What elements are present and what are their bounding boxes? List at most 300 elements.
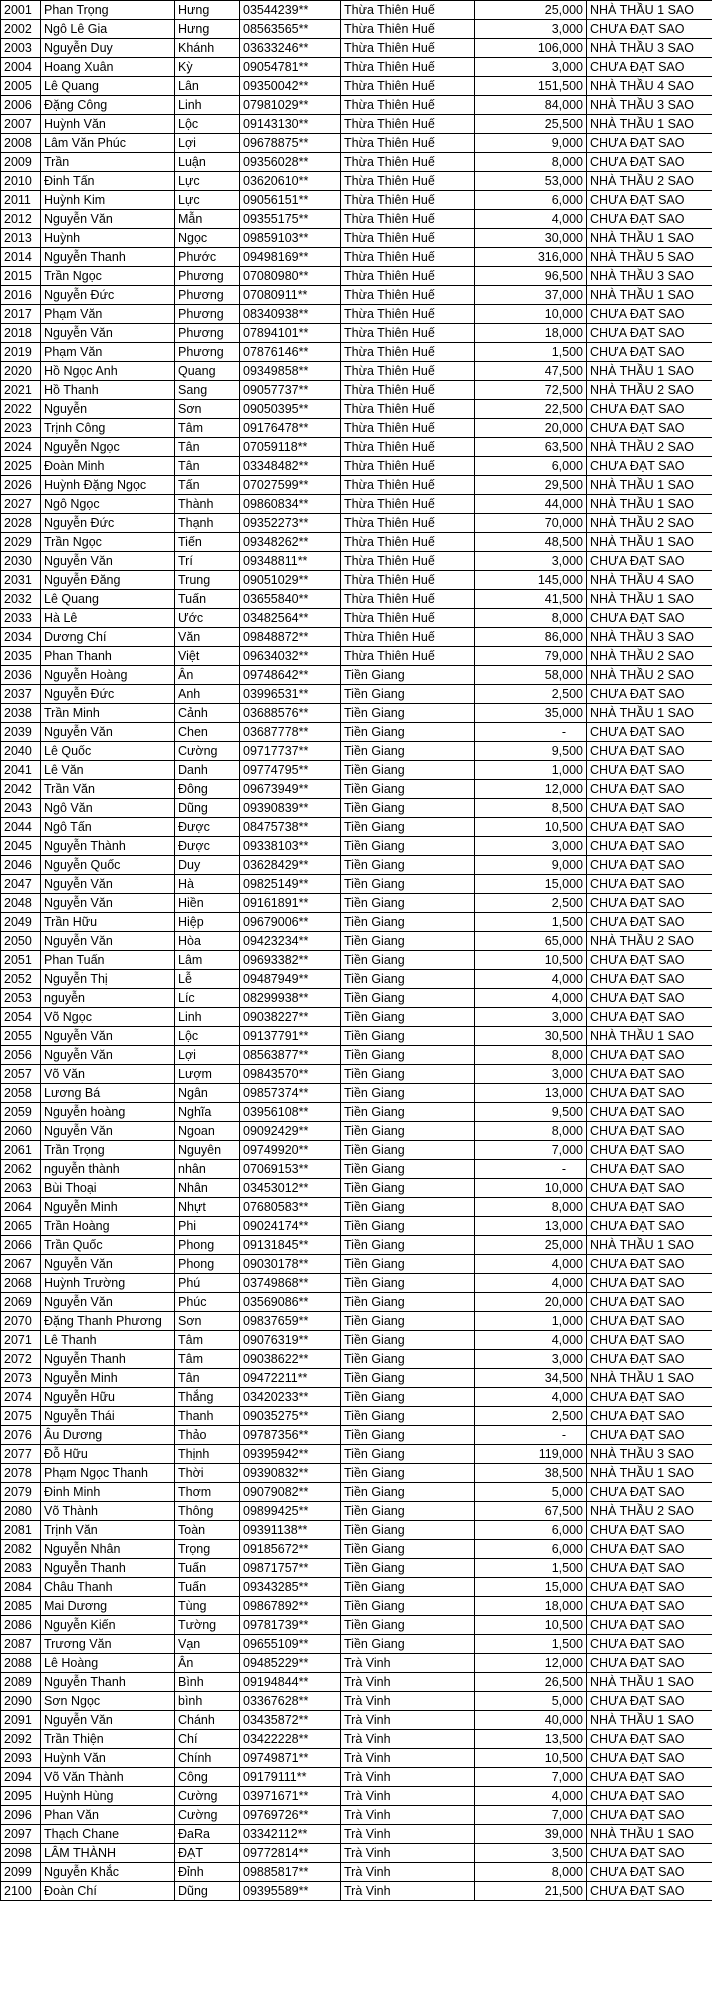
cell-row-number: 2012 — [1, 210, 41, 229]
cell-phone-number: 09024174** — [240, 1217, 341, 1236]
cell-first-name: Linh — [175, 96, 240, 115]
cell-amount: 4,000 — [475, 1274, 587, 1293]
cell-amount: 72,500 — [475, 381, 587, 400]
cell-row-number: 2007 — [1, 115, 41, 134]
cell-first-name: Thanh — [175, 1407, 240, 1426]
cell-rank: CHƯA ĐẠT SAO — [587, 1806, 712, 1825]
cell-rank: CHƯA ĐẠT SAO — [587, 1426, 712, 1445]
cell-last-middle-name: Thạch Chane — [41, 1825, 175, 1844]
cell-row-number: 2059 — [1, 1103, 41, 1122]
cell-amount: 15,000 — [475, 1578, 587, 1597]
table-row — [1, 1787, 712, 1806]
cell-phone-number: 07059118** — [240, 438, 341, 457]
cell-row-number: 2002 — [1, 20, 41, 39]
table-row — [1, 1578, 712, 1597]
cell-phone-number: 09050395** — [240, 400, 341, 419]
cell-rank: CHƯA ĐẠT SAO — [587, 1407, 712, 1426]
cell-row-number: 2075 — [1, 1407, 41, 1426]
cell-row-number: 2033 — [1, 609, 41, 628]
cell-last-middle-name: Lê Quang — [41, 590, 175, 609]
cell-rank: NHÀ THẦU 3 SAO — [587, 267, 712, 286]
cell-rank: CHƯA ĐẠT SAO — [587, 1141, 712, 1160]
cell-amount: 1,500 — [475, 1559, 587, 1578]
cell-last-middle-name: Nguyễn Duy — [41, 39, 175, 58]
cell-amount: 1,500 — [475, 343, 587, 362]
cell-province: Tiền Giang — [341, 1274, 475, 1293]
table-row — [1, 1388, 712, 1407]
cell-rank: CHƯA ĐẠT SAO — [587, 1388, 712, 1407]
cell-province: Thừa Thiên Huế — [341, 191, 475, 210]
cell-first-name: Ân — [175, 1654, 240, 1673]
cell-last-middle-name: Âu Dương — [41, 1426, 175, 1445]
cell-province: Thừa Thiên Huế — [341, 305, 475, 324]
cell-row-number: 2074 — [1, 1388, 41, 1407]
cell-last-middle-name: Nguyễn Ngọc — [41, 438, 175, 457]
cell-province: Tiền Giang — [341, 894, 475, 913]
table-row — [1, 818, 712, 837]
cell-first-name: Tường — [175, 1616, 240, 1635]
cell-first-name: nhân — [175, 1160, 240, 1179]
cell-last-middle-name: Nguyễn Khắc — [41, 1863, 175, 1882]
table-row — [1, 875, 712, 894]
table-row — [1, 1502, 712, 1521]
cell-last-middle-name: Trần Ngọc — [41, 533, 175, 552]
table-row — [1, 1426, 712, 1445]
cell-last-middle-name: Võ Ngọc — [41, 1008, 175, 1027]
cell-phone-number: 07080911** — [240, 286, 341, 305]
cell-phone-number: 09885817** — [240, 1863, 341, 1882]
table-row — [1, 1863, 712, 1882]
cell-last-middle-name: Trần Quốc — [41, 1236, 175, 1255]
cell-row-number: 2100 — [1, 1882, 41, 1901]
cell-province: Trà Vinh — [341, 1692, 475, 1711]
cell-phone-number: 03956108** — [240, 1103, 341, 1122]
cell-amount: 79,000 — [475, 647, 587, 666]
cell-phone-number: 09137791** — [240, 1027, 341, 1046]
cell-last-middle-name: Trần Ngọc — [41, 267, 175, 286]
cell-amount: 119,000 — [475, 1445, 587, 1464]
cell-row-number: 2053 — [1, 989, 41, 1008]
cell-phone-number: 07981029** — [240, 96, 341, 115]
cell-rank: NHÀ THẦU 1 SAO — [587, 590, 712, 609]
cell-last-middle-name: Huỳnh — [41, 229, 175, 248]
cell-rank: CHƯA ĐẠT SAO — [587, 20, 712, 39]
cell-phone-number: 09859103** — [240, 229, 341, 248]
cell-last-middle-name: Dương Chí — [41, 628, 175, 647]
cell-province: Tiền Giang — [341, 1559, 475, 1578]
cell-phone-number: 09693382** — [240, 951, 341, 970]
cell-last-middle-name: Nguyễn Hoàng — [41, 666, 175, 685]
table-row — [1, 381, 712, 400]
cell-rank: CHƯA ĐẠT SAO — [587, 1578, 712, 1597]
cell-amount: 13,000 — [475, 1217, 587, 1236]
cell-row-number: 2097 — [1, 1825, 41, 1844]
cell-phone-number: 09348262** — [240, 533, 341, 552]
cell-rank: NHÀ THẦU 1 SAO — [587, 362, 712, 381]
cell-row-number: 2085 — [1, 1597, 41, 1616]
cell-amount: 25,000 — [475, 1, 587, 20]
cell-amount: 2,500 — [475, 685, 587, 704]
cell-rank: NHÀ THẦU 1 SAO — [587, 1825, 712, 1844]
cell-last-middle-name: Hoang Xuân — [41, 58, 175, 77]
table-row — [1, 438, 712, 457]
cell-last-middle-name: Nguyễn Văn — [41, 932, 175, 951]
cell-rank: CHƯA ĐẠT SAO — [587, 1293, 712, 1312]
cell-rank: CHƯA ĐẠT SAO — [587, 400, 712, 419]
cell-province: Tiền Giang — [341, 1312, 475, 1331]
cell-last-middle-name: Trịnh Công — [41, 419, 175, 438]
cell-row-number: 2024 — [1, 438, 41, 457]
cell-rank: NHÀ THẦU 3 SAO — [587, 96, 712, 115]
cell-first-name: Tân — [175, 438, 240, 457]
cell-province: Tiền Giang — [341, 1578, 475, 1597]
cell-province: Tiền Giang — [341, 1635, 475, 1654]
cell-rank: NHÀ THẦU 1 SAO — [587, 229, 712, 248]
cell-phone-number: 03544239** — [240, 1, 341, 20]
table-row — [1, 1122, 712, 1141]
table-row — [1, 1407, 712, 1426]
cell-amount: 13,000 — [475, 1084, 587, 1103]
cell-row-number: 2052 — [1, 970, 41, 989]
table-row — [1, 476, 712, 495]
cell-phone-number: 07876146** — [240, 343, 341, 362]
table-row — [1, 628, 712, 647]
cell-rank: CHƯA ĐẠT SAO — [587, 970, 712, 989]
cell-amount: 3,000 — [475, 1008, 587, 1027]
cell-last-middle-name: Nguyễn Thanh — [41, 1673, 175, 1692]
cell-rank: CHƯA ĐẠT SAO — [587, 1882, 712, 1901]
table-row — [1, 1293, 712, 1312]
cell-amount: 7,000 — [475, 1141, 587, 1160]
cell-phone-number: 09185672** — [240, 1540, 341, 1559]
cell-first-name: Hòa — [175, 932, 240, 951]
cell-last-middle-name: Đoàn Chí — [41, 1882, 175, 1901]
table-row — [1, 457, 712, 476]
cell-phone-number: 09487949** — [240, 970, 341, 989]
cell-row-number: 2081 — [1, 1521, 41, 1540]
cell-last-middle-name: LÂM THÀNH — [41, 1844, 175, 1863]
table-row — [1, 191, 712, 210]
cell-amount: 3,000 — [475, 1350, 587, 1369]
cell-first-name: Anh — [175, 685, 240, 704]
cell-row-number: 2078 — [1, 1464, 41, 1483]
cell-amount: 1,000 — [475, 1312, 587, 1331]
cell-amount: - — [475, 1426, 587, 1445]
table-row — [1, 1217, 712, 1236]
cell-row-number: 2060 — [1, 1122, 41, 1141]
cell-row-number: 2096 — [1, 1806, 41, 1825]
cell-amount: 2,500 — [475, 894, 587, 913]
cell-last-middle-name: Đinh Tấn — [41, 172, 175, 191]
cell-rank: CHƯA ĐẠT SAO — [587, 419, 712, 438]
cell-amount: 8,000 — [475, 1863, 587, 1882]
cell-province: Tiền Giang — [341, 742, 475, 761]
cell-last-middle-name: Trần Văn — [41, 780, 175, 799]
cell-rank: CHƯA ĐẠT SAO — [587, 1654, 712, 1673]
cell-amount: 2,500 — [475, 1407, 587, 1426]
cell-row-number: 2046 — [1, 856, 41, 875]
cell-amount: 53,000 — [475, 172, 587, 191]
cell-last-middle-name: Nguyễn Thành — [41, 837, 175, 856]
cell-last-middle-name: Nguyễn Văn — [41, 894, 175, 913]
cell-last-middle-name: Phạm Văn — [41, 305, 175, 324]
cell-amount: 37,000 — [475, 286, 587, 305]
cell-row-number: 2076 — [1, 1426, 41, 1445]
cell-row-number: 2048 — [1, 894, 41, 913]
table-row — [1, 647, 712, 666]
cell-phone-number: 09857374** — [240, 1084, 341, 1103]
cell-rank: CHƯA ĐẠT SAO — [587, 1046, 712, 1065]
cell-amount: 20,000 — [475, 419, 587, 438]
cell-rank: CHƯA ĐẠT SAO — [587, 723, 712, 742]
cell-amount: 9,500 — [475, 1103, 587, 1122]
cell-amount: 3,000 — [475, 552, 587, 571]
cell-rank: NHÀ THẦU 3 SAO — [587, 1445, 712, 1464]
cell-row-number: 2020 — [1, 362, 41, 381]
cell-amount: - — [475, 1160, 587, 1179]
cell-phone-number: 03453012** — [240, 1179, 341, 1198]
cell-first-name: Dũng — [175, 799, 240, 818]
table-row — [1, 1008, 712, 1027]
cell-phone-number: 09748642** — [240, 666, 341, 685]
cell-row-number: 2077 — [1, 1445, 41, 1464]
cell-province: Tiền Giang — [341, 1350, 475, 1369]
cell-row-number: 2092 — [1, 1730, 41, 1749]
cell-province: Trà Vinh — [341, 1749, 475, 1768]
table-row — [1, 1730, 712, 1749]
cell-phone-number: 03687778** — [240, 723, 341, 742]
cell-last-middle-name: Nguyễn Đăng — [41, 571, 175, 590]
cell-last-middle-name: Võ Văn — [41, 1065, 175, 1084]
cell-row-number: 2056 — [1, 1046, 41, 1065]
cell-rank: CHƯA ĐẠT SAO — [587, 609, 712, 628]
cell-amount: 5,000 — [475, 1692, 587, 1711]
cell-phone-number: 03420233** — [240, 1388, 341, 1407]
cell-province: Tiền Giang — [341, 780, 475, 799]
cell-province: Tiền Giang — [341, 1293, 475, 1312]
cell-row-number: 2027 — [1, 495, 41, 514]
cell-phone-number: 09843570** — [240, 1065, 341, 1084]
cell-province: Tiền Giang — [341, 1502, 475, 1521]
cell-amount: 25,000 — [475, 1236, 587, 1255]
cell-province: Tiền Giang — [341, 1255, 475, 1274]
cell-phone-number: 09143130** — [240, 115, 341, 134]
cell-last-middle-name: Nguyễn — [41, 400, 175, 419]
cell-rank: CHƯA ĐẠT SAO — [587, 761, 712, 780]
cell-first-name: ĐaRa — [175, 1825, 240, 1844]
cell-last-middle-name: Huỳnh Văn — [41, 1749, 175, 1768]
cell-first-name: Phước — [175, 248, 240, 267]
cell-amount: 1,000 — [475, 761, 587, 780]
cell-row-number: 2084 — [1, 1578, 41, 1597]
cell-row-number: 2019 — [1, 343, 41, 362]
cell-row-number: 2017 — [1, 305, 41, 324]
cell-province: Tiền Giang — [341, 875, 475, 894]
cell-rank: CHƯA ĐẠT SAO — [587, 1559, 712, 1578]
cell-row-number: 2031 — [1, 571, 41, 590]
cell-rank: CHƯA ĐẠT SAO — [587, 1084, 712, 1103]
cell-last-middle-name: Nguyễn Văn — [41, 875, 175, 894]
cell-row-number: 2086 — [1, 1616, 41, 1635]
table-row — [1, 1597, 712, 1616]
cell-row-number: 2063 — [1, 1179, 41, 1198]
table-row — [1, 723, 712, 742]
cell-amount: 4,000 — [475, 1787, 587, 1806]
cell-amount: 58,000 — [475, 666, 587, 685]
cell-province: Tiền Giang — [341, 761, 475, 780]
cell-last-middle-name: Nguyễn Đức — [41, 514, 175, 533]
cell-amount: 44,000 — [475, 495, 587, 514]
cell-amount: 10,500 — [475, 1749, 587, 1768]
table-row — [1, 324, 712, 343]
cell-province: Thừa Thiên Huế — [341, 647, 475, 666]
cell-rank: CHƯA ĐẠT SAO — [587, 58, 712, 77]
cell-province: Tiền Giang — [341, 1616, 475, 1635]
cell-amount: 38,500 — [475, 1464, 587, 1483]
cell-last-middle-name: Huỳnh Kim — [41, 191, 175, 210]
cell-last-middle-name: Trần Minh — [41, 704, 175, 723]
cell-first-name: Văn — [175, 628, 240, 647]
cell-first-name: Bình — [175, 1673, 240, 1692]
cell-rank: CHƯA ĐẠT SAO — [587, 1331, 712, 1350]
cell-amount: 10,500 — [475, 818, 587, 837]
table-row — [1, 552, 712, 571]
cell-province: Trà Vinh — [341, 1825, 475, 1844]
cell-rank: NHÀ THẦU 2 SAO — [587, 932, 712, 951]
cell-rank: NHÀ THẦU 1 SAO — [587, 1027, 712, 1046]
cell-phone-number: 09867892** — [240, 1597, 341, 1616]
cell-province: Thừa Thiên Huế — [341, 476, 475, 495]
table-row — [1, 1464, 712, 1483]
cell-amount: 106,000 — [475, 39, 587, 58]
table-row — [1, 419, 712, 438]
cell-amount: 5,000 — [475, 1483, 587, 1502]
cell-last-middle-name: Nguyễn Văn — [41, 1122, 175, 1141]
cell-phone-number: 09395942** — [240, 1445, 341, 1464]
cell-province: Thừa Thiên Huế — [341, 495, 475, 514]
cell-row-number: 2003 — [1, 39, 41, 58]
cell-first-name: Chí — [175, 1730, 240, 1749]
cell-province: Thừa Thiên Huế — [341, 134, 475, 153]
cell-row-number: 2064 — [1, 1198, 41, 1217]
cell-row-number: 2069 — [1, 1293, 41, 1312]
cell-first-name: Vạn — [175, 1635, 240, 1654]
cell-last-middle-name: Hà Lê — [41, 609, 175, 628]
cell-rank: CHƯA ĐẠT SAO — [587, 1065, 712, 1084]
cell-last-middle-name: Đoàn Minh — [41, 457, 175, 476]
cell-province: Trà Vinh — [341, 1863, 475, 1882]
cell-province: Tiền Giang — [341, 1065, 475, 1084]
cell-phone-number: 03482564** — [240, 609, 341, 628]
cell-last-middle-name: Trần — [41, 153, 175, 172]
cell-first-name: Được — [175, 818, 240, 837]
cell-phone-number: 09350042** — [240, 77, 341, 96]
cell-province: Tiền Giang — [341, 818, 475, 837]
cell-province: Tiền Giang — [341, 1369, 475, 1388]
cell-amount: 4,000 — [475, 989, 587, 1008]
table-row — [1, 1654, 712, 1673]
cell-province: Tiền Giang — [341, 932, 475, 951]
cell-province: Thừa Thiên Huế — [341, 1, 475, 20]
table-row — [1, 761, 712, 780]
cell-row-number: 2091 — [1, 1711, 41, 1730]
cell-first-name: Hiền — [175, 894, 240, 913]
table-row — [1, 267, 712, 286]
cell-phone-number: 09054781** — [240, 58, 341, 77]
cell-province: Tiền Giang — [341, 1198, 475, 1217]
cell-province: Trà Vinh — [341, 1882, 475, 1901]
cell-last-middle-name: Trần Hoàng — [41, 1217, 175, 1236]
cell-phone-number: 08340938** — [240, 305, 341, 324]
cell-last-middle-name: Lê Văn — [41, 761, 175, 780]
cell-first-name: Cường — [175, 1787, 240, 1806]
cell-province: Thừa Thiên Huế — [341, 457, 475, 476]
cell-amount: 4,000 — [475, 1331, 587, 1350]
cell-row-number: 2054 — [1, 1008, 41, 1027]
table-row — [1, 1768, 712, 1787]
table-row — [1, 571, 712, 590]
cell-phone-number: 09781739** — [240, 1616, 341, 1635]
cell-last-middle-name: Nguyễn Thanh — [41, 1350, 175, 1369]
cell-phone-number: 09679006** — [240, 913, 341, 932]
cell-province: Tiền Giang — [341, 1217, 475, 1236]
table-row — [1, 229, 712, 248]
cell-rank: CHƯA ĐẠT SAO — [587, 1255, 712, 1274]
cell-rank: NHÀ THẦU 1 SAO — [587, 1369, 712, 1388]
table-row — [1, 362, 712, 381]
cell-last-middle-name: Sơn Ngọc — [41, 1692, 175, 1711]
cell-rank: CHƯA ĐẠT SAO — [587, 1635, 712, 1654]
cell-rank: NHÀ THẦU 1 SAO — [587, 1711, 712, 1730]
cell-row-number: 2016 — [1, 286, 41, 305]
cell-last-middle-name: Lê Hoàng — [41, 1654, 175, 1673]
cell-phone-number: 09030178** — [240, 1255, 341, 1274]
cell-phone-number: 07080980** — [240, 267, 341, 286]
cell-rank: NHÀ THẦU 1 SAO — [587, 1236, 712, 1255]
cell-row-number: 2014 — [1, 248, 41, 267]
cell-row-number: 2026 — [1, 476, 41, 495]
cell-amount: 22,500 — [475, 400, 587, 419]
cell-amount: 70,000 — [475, 514, 587, 533]
cell-amount: 9,000 — [475, 856, 587, 875]
cell-first-name: Toàn — [175, 1521, 240, 1540]
cell-phone-number: 09899425** — [240, 1502, 341, 1521]
cell-phone-number: 09673949** — [240, 780, 341, 799]
cell-amount: 7,000 — [475, 1768, 587, 1787]
cell-first-name: Tuấn — [175, 590, 240, 609]
table-row — [1, 970, 712, 989]
cell-province: Tiền Giang — [341, 1407, 475, 1426]
cell-last-middle-name: Bùi Thoại — [41, 1179, 175, 1198]
cell-phone-number: 03633246** — [240, 39, 341, 58]
cell-row-number: 2028 — [1, 514, 41, 533]
cell-row-number: 2099 — [1, 1863, 41, 1882]
cell-amount: 63,500 — [475, 438, 587, 457]
cell-first-name: Phương — [175, 305, 240, 324]
table-row — [1, 1692, 712, 1711]
cell-first-name: Đỉnh — [175, 1863, 240, 1882]
cell-rank: CHƯA ĐẠT SAO — [587, 1122, 712, 1141]
cell-amount: 30,500 — [475, 1027, 587, 1046]
cell-first-name: Tâm — [175, 419, 240, 438]
cell-amount: 21,500 — [475, 1882, 587, 1901]
cell-phone-number: 09871757** — [240, 1559, 341, 1578]
cell-first-name: Thơm — [175, 1483, 240, 1502]
table-row — [1, 856, 712, 875]
cell-rank: CHƯA ĐẠT SAO — [587, 210, 712, 229]
cell-row-number: 2037 — [1, 685, 41, 704]
cell-amount: 86,000 — [475, 628, 587, 647]
